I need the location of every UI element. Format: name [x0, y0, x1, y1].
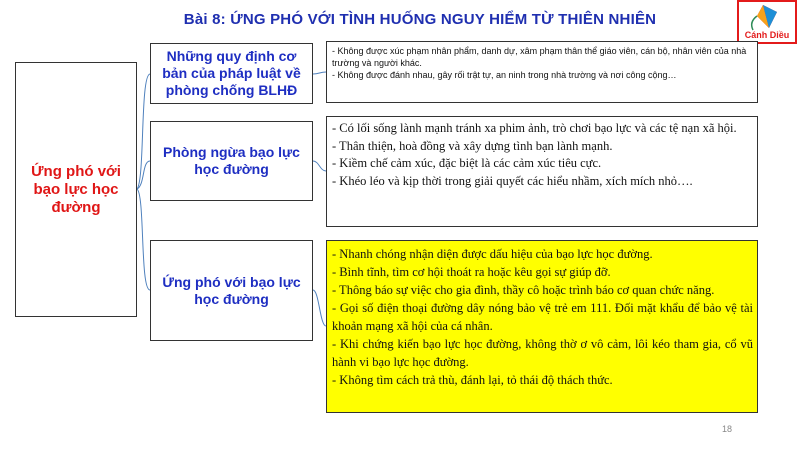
connector-branch-2-to-details — [313, 161, 326, 171]
details-prevention — [326, 116, 758, 227]
slide-title: Bài 8: ỨNG PHÓ VỚI TÌNH HUỐNG NGUY HIỂM TỪ THIÊN NHIÊN — [183, 11, 657, 28]
branch-prevention: Phòng ngừa bạo lực học đường — [150, 121, 313, 201]
branch-response: Ứng phó với bạo lực học đường — [150, 240, 313, 341]
connector-main-to-branch-3 — [137, 189, 150, 290]
details-legal-regulations — [326, 41, 758, 103]
detail-line: - Không tìm cách trả thù, đánh lại, tỏ thái độ thách thức. — [332, 373, 613, 387]
main-topic-box: Ứng phó với bạo lực học đường — [15, 62, 137, 317]
detail-line: - Bình tĩnh, tìm cơ hội thoát ra hoặc kêu gọi sự giúp đỡ. — [332, 265, 611, 279]
detail-line: - Không được đánh nhau, gây rối trật tự, an ninh trong nhà trường và nơi công cộng… — [332, 70, 677, 80]
detail-line: - Khéo léo và kịp thời trong giải quyết các hiểu nhầm, xích mích nhỏ…. — [332, 173, 693, 188]
logo-text: Cánh Diều — [744, 30, 790, 40]
detail-line: - Kiềm chế cảm xúc, đặc biệt là các cảm xúc tiêu cực. — [332, 156, 602, 170]
page-number: 18 — [722, 424, 733, 434]
connector-branch-3-to-details — [313, 290, 326, 326]
detail-line: - Không được xúc phạm nhân phẩm, danh dự, xâm phạm thân thể giáo viên, cán bộ, nhân viên của nhà trường và người khác. — [332, 46, 747, 68]
connector-branch-1-to-details — [313, 72, 326, 74]
detail-line: - Nhanh chóng nhận diện được dấu hiệu của bạo lực học đường. — [332, 247, 653, 261]
branch-legal-regulations: Những quy định cơ bản của pháp luật về phòng chống BLHĐ — [150, 43, 313, 104]
detail-line: - Thông báo sự việc cho gia đình, thầy cô hoặc trình báo cơ quan chức năng. — [332, 283, 715, 297]
detail-line: - Khi chứng kiến bạo lực học đường, không thờ ơ vô cảm, lôi kéo tham gia, cổ vũ hành vi bạo lực học đường. — [332, 337, 753, 369]
detail-line: - Có lối sống lành mạnh tránh xa phim ảnh, trò chơi bạo lực và các tệ nạn xã hội. — [332, 121, 737, 135]
detail-line: - Gọi số điện thoại đường dây nóng bảo vệ trẻ em 111. Đối mặt khẩu để bảo vệ tài khoản mạng xã hội của cá nhân. — [332, 301, 753, 333]
details-response — [326, 240, 758, 413]
detail-line: - Thân thiện, hoà đồng và xây dựng tình bạn lành mạnh. — [332, 138, 613, 153]
